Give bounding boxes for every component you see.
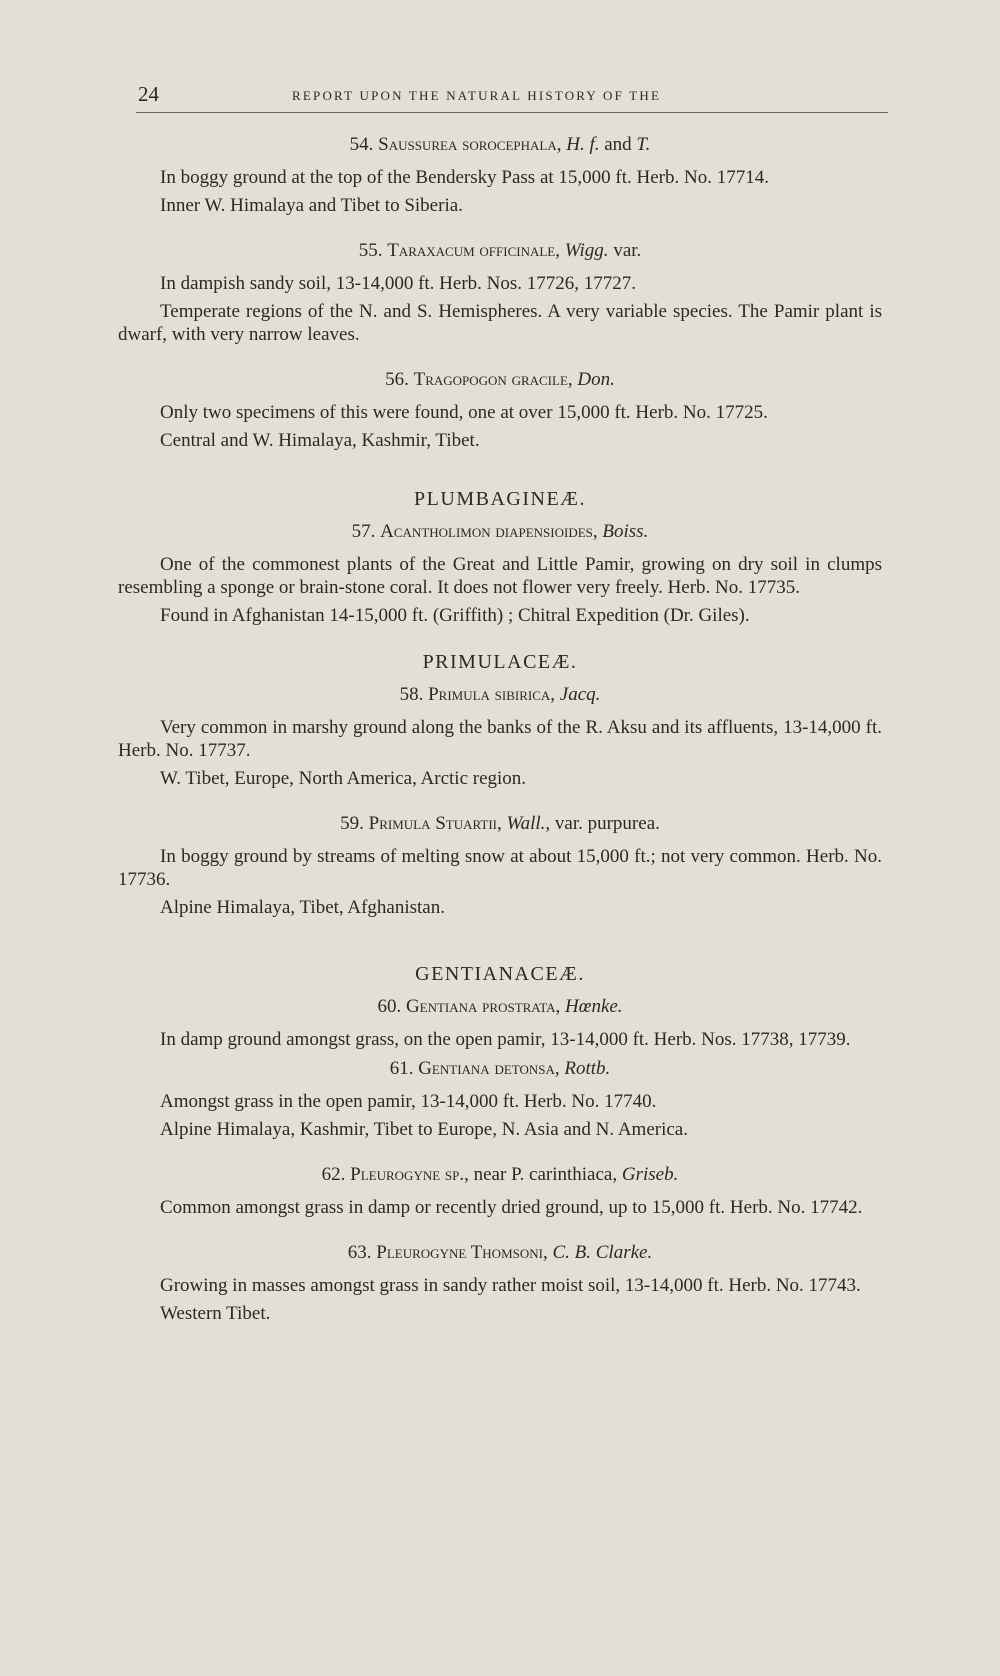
page-number: 24 [138, 82, 159, 106]
species-entry-62 [118, 1162, 882, 1219]
species-heading [118, 811, 882, 837]
entry-paragraph: Western Tibet. [160, 1303, 271, 1324]
species-heading [118, 1240, 882, 1266]
page-body [118, 132, 882, 1330]
species-heading [118, 1162, 882, 1188]
species-entry-54 [118, 132, 882, 217]
species-author-suffix: var. purpurea. [554, 813, 660, 834]
family-heading: PRIMULACEÆ. [422, 651, 578, 673]
species-author: Rottb. [564, 1058, 611, 1079]
species-name: Pleurogyne Thomsoni, [376, 1242, 548, 1263]
species-heading [118, 238, 882, 264]
species-number: 61. [389, 1058, 414, 1079]
species-note: near P. carinthiaca, [473, 1164, 618, 1185]
entry-paragraph: Very common in marshy ground along the banks of the R. Aksu and its affluents, 13-14,000 ft. Herb. No. 17737. [118, 717, 882, 761]
entry-paragraph: Alpine Himalaya, Tibet, Afghanistan. [160, 897, 445, 918]
entry-paragraph: In boggy ground by streams of melting snow at about 15,000 ft.; not very common. Herb. No. 17736. [118, 846, 882, 890]
entry-paragraph: In damp ground amongst grass, on the open pamir, 13-14,000 ft. Herb. Nos. 17738, 17739. [160, 1029, 851, 1050]
species-author: H. f. [566, 134, 600, 155]
entry-paragraph: Alpine Himalaya, Kashmir, Tibet to Europe, N. Asia and N. America. [160, 1119, 688, 1140]
species-number: 59. [340, 813, 364, 834]
species-number: 63. [347, 1242, 372, 1263]
species-number: 54. [349, 134, 374, 155]
entry-paragraph: One of the commonest plants of the Great and Little Pamir, growing on dry soil in clumps resembling a sponge or brain-stone coral. It does not flower very freely. Herb. No. 17735. [118, 554, 882, 598]
species-entry-60 [118, 994, 882, 1051]
species-entry-61 [118, 1056, 882, 1141]
species-author: C. B. Clarke. [552, 1242, 653, 1263]
species-entry-59 [118, 811, 882, 919]
species-author: Griseb. [621, 1164, 679, 1185]
entry-paragraph: In dampish sandy soil, 13-14,000 ft. Herb. Nos. 17726, 17727. [160, 273, 637, 294]
species-author: Don. [577, 369, 615, 390]
species-number: 57. [351, 521, 376, 542]
species-heading [118, 994, 882, 1020]
entry-paragraph: Temperate regions of the N. and S. Hemispheres. A very variable species. The Pamir plant is dwarf, with very narrow leaves. [118, 301, 882, 345]
entry-paragraph: Inner W. Himalaya and Tibet to Siberia. [160, 195, 463, 216]
entry-paragraph: Central and W. Himalaya, Kashmir, Tibet. [160, 430, 480, 451]
species-entry-57 [118, 519, 882, 627]
species-name: Gentiana prostrata, [405, 996, 561, 1017]
entry-paragraph: Common amongst grass in damp or recently dried ground, up to 15,000 ft. Herb. No. 17742. [160, 1197, 863, 1218]
family-heading: GENTIANACEÆ. [415, 963, 585, 985]
entry-paragraph: Amongst grass in the open pamir, 13-14,000 ft. Herb. No. 17740. [160, 1091, 657, 1112]
running-head: REPORT UPON THE NATURAL HISTORY OF THE [292, 88, 662, 103]
page-header [138, 82, 838, 112]
header-rule [136, 112, 888, 113]
species-author: Hœnke. [565, 996, 623, 1017]
species-number: 62. [321, 1164, 346, 1185]
species-name: Tragopogon gracile, [413, 369, 573, 390]
species-author: Jacq. [559, 684, 601, 705]
species-heading [118, 519, 882, 545]
species-name: Pleurogyne sp., [350, 1164, 469, 1185]
species-number: 58. [399, 684, 424, 705]
species-name: Acantholimon diapensioides, [380, 521, 598, 542]
species-author: Wigg. [564, 240, 609, 261]
species-entry-63 [118, 1240, 882, 1325]
entry-paragraph: In boggy ground at the top of the Bendersky Pass at 15,000 ft. Herb. No. 17714. [160, 167, 769, 188]
entry-paragraph: W. Tibet, Europe, North America, Arctic region. [160, 768, 527, 789]
species-heading [118, 1056, 882, 1082]
species-author-suffix: var. [613, 240, 642, 261]
family-heading: PLUMBAGINEÆ. [414, 488, 586, 510]
entry-paragraph: Growing in masses amongst grass in sandy rather moist soil, 13-14,000 ft. Herb. No. 17743. [160, 1275, 861, 1296]
entry-paragraph: Only two specimens of this were found, one at over 15,000 ft. Herb. No. 17725. [160, 402, 768, 423]
species-name: Saussurea sorocephala, [378, 134, 562, 155]
species-name: Taraxacum officinale, [387, 240, 560, 261]
species-author-2: T. [636, 134, 651, 155]
species-author: Boiss. [602, 521, 649, 542]
species-entry-58 [118, 682, 882, 790]
species-number: 55. [358, 240, 383, 261]
species-entry-56 [118, 367, 882, 452]
species-heading [118, 132, 882, 158]
species-name: Gentiana detonsa, [418, 1058, 560, 1079]
species-author: Wall., [506, 813, 551, 834]
species-heading [118, 367, 882, 393]
species-name: Primula Stuartii, [368, 813, 502, 834]
species-number: 60. [377, 996, 402, 1017]
species-author-suffix: and [604, 134, 632, 155]
species-entry-55 [118, 238, 882, 346]
species-number: 56. [385, 369, 409, 390]
species-heading [118, 682, 882, 708]
entry-paragraph: Found in Afghanistan 14-15,000 ft. (Griffith) ; Chitral Expedition (Dr. Giles). [160, 605, 750, 626]
species-name: Primula sibirica, [428, 684, 556, 705]
